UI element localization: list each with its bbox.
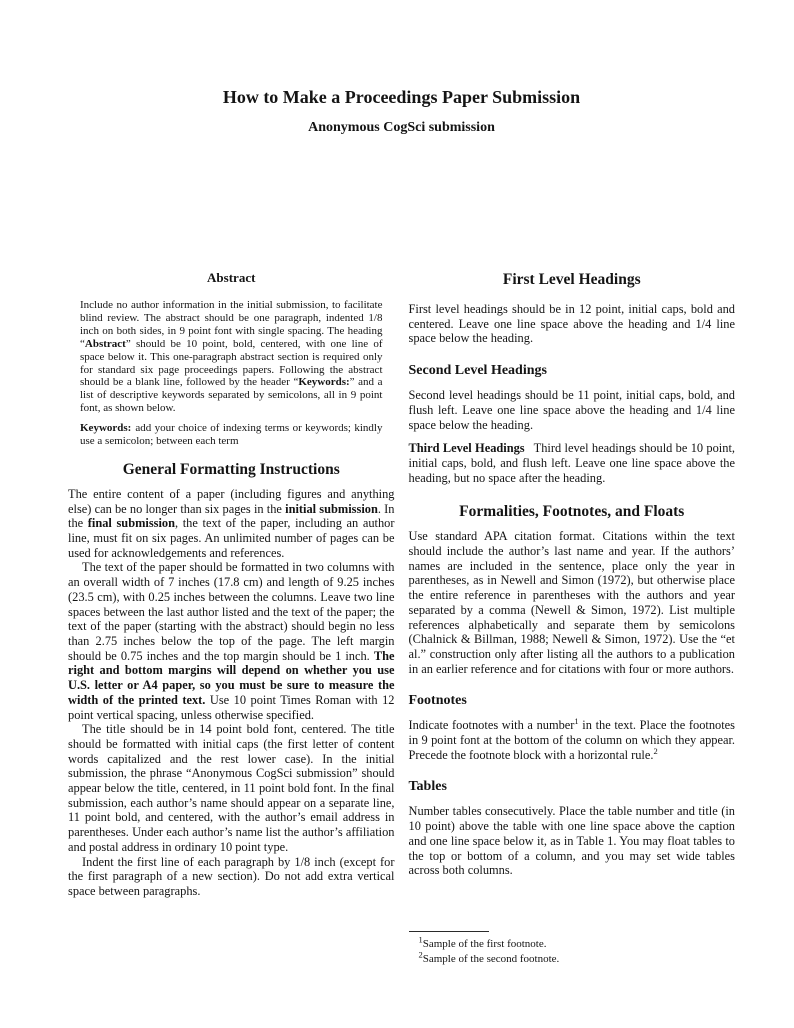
text-seg: Indicate footnotes with a number [408,718,575,733]
bold-initial-submission: initial submission [285,501,378,516]
keywords-label: Keywords: [80,422,132,435]
footnote-rule [409,931,489,932]
footnote-block [409,931,736,966]
text-seg: The text of the paper should be formatted in two columns with an overall width of 7 inches (17.8 cm) and length of 9.25 inches (23.5 cm), with 0.25 inches between the columns. Leave two line spaces between the last author listed and the text of the paper; the text of the paper (starting with the abstract) should begin no less than 2.75 inches below the top of the page. The left margin should be 0.75 inches and the top margin should be 1 inch. [68,560,395,663]
abstract-heading: Abstract [207,270,256,285]
text-seg: The entire content of a paper (including figures and anything else) can be no longer than six pages in the [68,486,395,516]
third-level-run-in-heading: Third Level Headings [408,441,525,456]
general-paragraph-3: The title should be in 14 point bold font, centered. The title should be formatted with initial caps (the first letter of content words capitalized and the rest lower case). In the initial submission, the phrase “Anonymous CogSci submission” should appear below the title, centered, in 11 point bold font. In the final submission, each author’s name should appear on a separate line, 11 point bold, and centered, with the author’s email address in parentheses. Under each author’s name list the author’s affiliation and postal address in ordinary 10 point type. [68,722,395,854]
footnote-ref-1: 1 [574,716,579,727]
third-level-text: Third level headings should be 10 point, initial caps, bold, and flush left. Leave one line space above the heading, but no space after the heading. [408,441,735,485]
abstract-paragraph [68,299,395,415]
left-column [68,270,395,966]
paper-title: How to Make a Proceedings Paper Submission [222,87,581,107]
keywords-text: add your choice of indexing terms or keywords; kindly use a semicolon; between each term [80,422,383,448]
second-level-paragraph: Second level headings should be 11 point, initial caps, bold, and flush left. Leave one line space above the heading and 1/4 line space below the heading. [408,388,735,432]
text-seg: Use 10 point Times Roman with 12 point vertical spacing, unless otherwise specified. [68,692,395,722]
footnote-2-text: Sample of the second footnote. [422,952,560,965]
tables-paragraph: Number tables consecutively. Place the table number and title (in 10 point) above the table with one line space above the caption and one line space below it, as in Table 1. You may float tables to the top or bottom of a column, and you may set wide tables across both columns. [408,804,735,878]
second-level-headings-heading: Second Level Headings [408,363,547,379]
text-seg: in the text. Place the footnotes in 9 point font at the bottom of the column on which they appear. Precede the footnote block with a horizontal rule. [408,718,735,762]
two-column-body [68,270,735,966]
tables-heading: Tables [408,779,447,795]
paper-author-line: Anonymous CogSci submission [308,120,495,135]
abstract-seg: Include no author information in the initial submission, to facilitate blind review. The abstract should be one paragraph, indented 1/8 inch on both sides, in 9 point font with single spacing. The heading “ [80,299,383,350]
text-seg: , the text of the paper, including an author line, must fit on six pages. An unlimited number of pages can be used for acknowledgements and references. [68,516,395,560]
footnote-1-text: Sample of the first footnote. [422,938,547,950]
formalities-heading: Formalities, Footnotes, and Floats [459,503,685,521]
bold-margins-note: The right and bottom margins will depend on whether you use U.S. letter or A4 paper, so you must be sure to measure the width of the printed text. [68,648,395,707]
third-level-paragraph [409,441,736,485]
footnote-2-number: 2 [418,948,423,959]
bold-final-submission: final submission [87,516,176,531]
general-paragraph-4: Indent the first line of each paragraph by 1/8 inch (except for the first paragraph of a new section). Do not add extra vertical space between paragraphs. [68,854,395,898]
footnote-1 [409,934,736,952]
keywords-paragraph [68,422,395,448]
footnotes-paragraph [409,718,736,762]
abstract-bold-keywords: Keywords: [298,376,350,389]
general-paragraph-1 [68,487,395,561]
footnotes-heading: Footnotes [408,693,467,709]
general-paragraph-2 [68,560,395,722]
first-level-paragraph: First level headings should be in 12 point, initial caps, bold and centered. Leave one line space above the heading and 1/4 line space below the heading. [408,302,735,346]
abstract-seg: ” should be 10 point, bold, centered, with one line of space below it. This one-paragraph abstract section is required only for standard six page proceedings papers. Following the abstract should be a blank line, followed by the header “ [80,337,383,389]
text-seg: . In the [68,501,395,531]
abstract-seg: ” and a list of descriptive keywords separated by semicolons, all in 9 point font, as shown below. [80,376,383,415]
general-formatting-heading: General Formatting Instructions [122,460,340,478]
title-block [68,0,735,136]
formalities-paragraph: Use standard APA citation format. Citations within the text should include the author’s last name and year. If the authors’ names are included in the sentence, place only the year in parentheses, as in Newell and Simon (1972), but otherwise place the entire reference in parentheses with the authors and year separated by a comma (Newell & Simon, 1972). List multiple references alphabetically and separate them by semicolons (Chalnick & Billman, 1988; Newell & Simon, 1972). Use the “et al.” construction only after listing all the authors to a publication in an earlier reference and for citations with four or more authors. [408,529,735,676]
abstract-bold-word: Abstract [84,337,126,350]
footnote-2 [409,948,736,967]
first-level-headings-heading: First Level Headings [502,271,641,288]
right-column [409,270,736,966]
footnote-ref-2: 2 [653,745,658,756]
footnote-1-number: 1 [418,934,423,945]
